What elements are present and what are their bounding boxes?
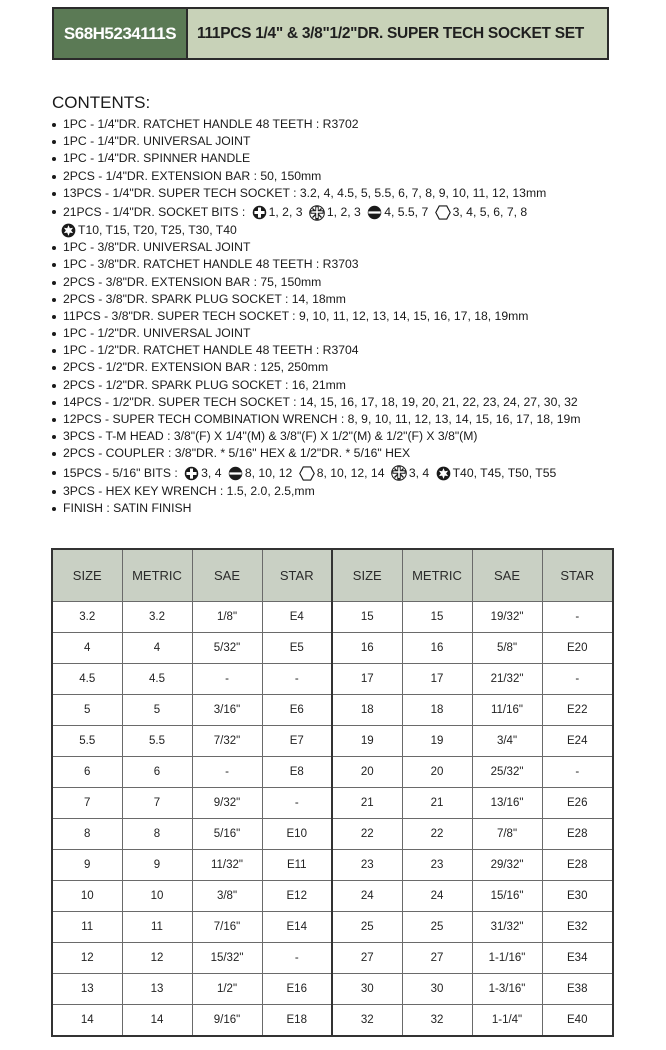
bullet bbox=[52, 263, 56, 267]
table-cell: 23 bbox=[402, 850, 472, 881]
table-cell: 30 bbox=[402, 974, 472, 1005]
table-cell: 30 bbox=[332, 974, 402, 1005]
table-cell: 10 bbox=[122, 881, 192, 912]
contents-heading: CONTENTS: bbox=[52, 93, 151, 112]
table-cell: 13 bbox=[52, 974, 122, 1005]
table-cell: 3/16" bbox=[192, 695, 262, 726]
table-cell: E38 bbox=[542, 974, 613, 1005]
list-item: 1PC - 1/2"DR. UNIVERSAL JOINT bbox=[52, 325, 662, 342]
list-item: 2PCS - COUPLER : 3/8"DR. * 5/16" HEX & 1/2"DR. * 5/16" HEX bbox=[52, 445, 662, 462]
list-item: 2PCS - 3/8"DR. EXTENSION BAR : 75, 150mm bbox=[52, 274, 662, 291]
table-row bbox=[52, 881, 613, 912]
bullet bbox=[52, 298, 56, 302]
list-item: 1PC - 1/4"DR. UNIVERSAL JOINT bbox=[52, 133, 662, 150]
table-cell: 15 bbox=[332, 602, 402, 633]
table-cell: 1-1/4" bbox=[472, 1005, 542, 1037]
table-cell: 21/32" bbox=[472, 664, 542, 695]
table-cell: 1/8" bbox=[192, 602, 262, 633]
table-cell: E20 bbox=[542, 633, 613, 664]
table-cell: E16 bbox=[262, 974, 332, 1005]
table-cell: 27 bbox=[402, 943, 472, 974]
table-cell: 5/32" bbox=[192, 633, 262, 664]
hex-icon bbox=[299, 466, 315, 481]
phillips-icon bbox=[184, 466, 199, 481]
table-cell: - bbox=[262, 943, 332, 974]
table-cell: 19/32" bbox=[472, 602, 542, 633]
table-row bbox=[52, 633, 613, 664]
table-cell: 4 bbox=[52, 633, 122, 664]
bullet bbox=[52, 332, 56, 336]
table-cell: E4 bbox=[262, 602, 332, 633]
table-cell: 15/32" bbox=[192, 943, 262, 974]
bullet bbox=[52, 210, 56, 214]
table-cell: 20 bbox=[332, 757, 402, 788]
table-cell: 13/16" bbox=[472, 788, 542, 819]
table-row bbox=[52, 788, 613, 819]
table-cell: 3.2 bbox=[122, 602, 192, 633]
table-row bbox=[52, 664, 613, 695]
column-header: STAR bbox=[542, 549, 613, 602]
table-cell: 3/8" bbox=[192, 881, 262, 912]
bullet bbox=[52, 384, 56, 388]
list-item: 2PCS - 1/2"DR. EXTENSION BAR : 125, 250mm bbox=[52, 359, 662, 376]
bullet bbox=[52, 123, 56, 127]
list-item-516-bits: 15PCS - 5/16" BITS : 3, 4 8, 10, 12 8, 10, 12, 14 3, 4 T40, T45, T50, T55 bbox=[52, 463, 662, 483]
table-cell: E28 bbox=[542, 850, 613, 881]
table-cell: 6 bbox=[52, 757, 122, 788]
table-body bbox=[52, 602, 613, 1037]
table-cell: 5/16" bbox=[192, 819, 262, 850]
table-row bbox=[52, 912, 613, 943]
table-cell: - bbox=[192, 757, 262, 788]
table-cell: 7 bbox=[52, 788, 122, 819]
table-cell: 21 bbox=[332, 788, 402, 819]
list-item: 1PC - 3/8"DR. UNIVERSAL JOINT bbox=[52, 239, 662, 256]
table-cell: 5.5 bbox=[52, 726, 122, 757]
table-cell: 8 bbox=[52, 819, 122, 850]
list-item: 1PC - 1/4"DR. RATCHET HANDLE 48 TEETH : R3702 bbox=[52, 116, 662, 133]
table-cell: 3.2 bbox=[52, 602, 122, 633]
table-cell: 6 bbox=[122, 757, 192, 788]
list-item: 3PCS - T-M HEAD : 3/8"(F) X 1/4"(M) & 3/8"(F) X 1/2"(M) & 1/2"(F) X 3/8"(M) bbox=[52, 428, 662, 445]
table-cell: 18 bbox=[332, 695, 402, 726]
column-header: METRIC bbox=[122, 549, 192, 602]
table-cell: 11/32" bbox=[192, 850, 262, 881]
bullet bbox=[52, 140, 56, 144]
table-cell: 13 bbox=[122, 974, 192, 1005]
table-cell: 9 bbox=[52, 850, 122, 881]
table-cell: - bbox=[542, 602, 613, 633]
list-item: 1PC - 1/4"DR. SPINNER HANDLE bbox=[52, 150, 662, 167]
table-cell: E14 bbox=[262, 912, 332, 943]
table-cell: 31/32" bbox=[472, 912, 542, 943]
table-cell: E32 bbox=[542, 912, 613, 943]
table-cell: 12 bbox=[52, 943, 122, 974]
table-cell: - bbox=[262, 788, 332, 819]
pozidriv-icon bbox=[309, 205, 325, 221]
table-cell: 25 bbox=[402, 912, 472, 943]
table-cell: 11/16" bbox=[472, 695, 542, 726]
bullet bbox=[52, 452, 56, 456]
table-cell: E18 bbox=[262, 1005, 332, 1037]
table-cell: 14 bbox=[122, 1005, 192, 1037]
table-cell: E6 bbox=[262, 695, 332, 726]
list-item-socket-bits: 21PCS - 1/4"DR. SOCKET BITS : 1, 2, 3 1, 2, 3 4, 5.5, 7 3, 4, 5, 6, 7, 8 bbox=[52, 202, 662, 222]
table-cell: 21 bbox=[402, 788, 472, 819]
pozidriv-icon bbox=[391, 465, 407, 481]
table-cell: E12 bbox=[262, 881, 332, 912]
bullet bbox=[52, 246, 56, 250]
table-cell: 10 bbox=[52, 881, 122, 912]
bullet bbox=[52, 366, 56, 370]
table-row bbox=[52, 1005, 613, 1037]
table-cell: 7/8" bbox=[472, 819, 542, 850]
table-cell: E5 bbox=[262, 633, 332, 664]
table-cell: 24 bbox=[332, 881, 402, 912]
bullet bbox=[52, 157, 56, 161]
table-cell: 27 bbox=[332, 943, 402, 974]
table-cell: 1/2" bbox=[192, 974, 262, 1005]
table-cell: 3/4" bbox=[472, 726, 542, 757]
table-cell: E10 bbox=[262, 819, 332, 850]
table-cell: 9 bbox=[122, 850, 192, 881]
table-cell: 25/32" bbox=[472, 757, 542, 788]
table-cell: 4.5 bbox=[122, 664, 192, 695]
hex-icon bbox=[435, 205, 451, 220]
table-row bbox=[52, 943, 613, 974]
table-cell: 5/8" bbox=[472, 633, 542, 664]
bullet bbox=[52, 471, 56, 475]
table-cell: 32 bbox=[332, 1005, 402, 1037]
bullet bbox=[52, 281, 56, 285]
column-header: SIZE bbox=[332, 549, 402, 602]
table-row bbox=[52, 819, 613, 850]
size-spec-table bbox=[51, 548, 614, 1037]
table-row bbox=[52, 695, 613, 726]
table-cell: - bbox=[542, 757, 613, 788]
table-cell: 11 bbox=[52, 912, 122, 943]
table-cell: - bbox=[542, 664, 613, 695]
table-cell: E34 bbox=[542, 943, 613, 974]
table-cell: 17 bbox=[402, 664, 472, 695]
table-cell: 22 bbox=[402, 819, 472, 850]
list-item: 12PCS - SUPER TECH COMBINATION WRENCH : 8, 9, 10, 11, 12, 13, 14, 15, 16, 17, 18, 19m bbox=[52, 411, 662, 428]
list-item-torx-bits: T10, T15, T20, T25, T30, T40 bbox=[52, 222, 662, 239]
table-cell: 14 bbox=[52, 1005, 122, 1037]
torx-icon bbox=[61, 223, 76, 238]
bullet bbox=[52, 315, 56, 319]
table-cell: E8 bbox=[262, 757, 332, 788]
table-cell: 24 bbox=[402, 881, 472, 912]
table-cell: E11 bbox=[262, 850, 332, 881]
table-cell: E7 bbox=[262, 726, 332, 757]
table-cell: 1-3/16" bbox=[472, 974, 542, 1005]
torx-icon bbox=[436, 466, 451, 481]
table-cell: 22 bbox=[332, 819, 402, 850]
table-cell: E40 bbox=[542, 1005, 613, 1037]
table-cell: 20 bbox=[402, 757, 472, 788]
table-row bbox=[52, 602, 613, 633]
bullet bbox=[52, 507, 56, 511]
table-cell: - bbox=[192, 664, 262, 695]
list-item: 3PCS - HEX KEY WRENCH : 1.5, 2.0, 2.5,mm bbox=[52, 483, 662, 500]
table-cell: 17 bbox=[332, 664, 402, 695]
table-cell: 15/16" bbox=[472, 881, 542, 912]
column-header: STAR bbox=[262, 549, 332, 602]
table-cell: 7 bbox=[122, 788, 192, 819]
column-header: SIZE bbox=[52, 549, 122, 602]
table-cell: 15 bbox=[402, 602, 472, 633]
table-cell: 5 bbox=[52, 695, 122, 726]
list-item: 2PCS - 1/2"DR. SPARK PLUG SOCKET : 16, 21mm bbox=[52, 377, 662, 394]
table-cell: E28 bbox=[542, 819, 613, 850]
table-cell: 25 bbox=[332, 912, 402, 943]
table-cell: 4 bbox=[122, 633, 192, 664]
table-cell: 5.5 bbox=[122, 726, 192, 757]
table-cell: 19 bbox=[402, 726, 472, 757]
table-cell: E26 bbox=[542, 788, 613, 819]
table-row bbox=[52, 726, 613, 757]
product-code: S68H5234111S bbox=[54, 9, 188, 58]
table-cell: 4.5 bbox=[52, 664, 122, 695]
table-cell: E22 bbox=[542, 695, 613, 726]
list-item: 11PCS - 3/8"DR. SUPER TECH SOCKET : 9, 10, 11, 12, 13, 14, 15, 16, 17, 18, 19mm bbox=[52, 308, 662, 325]
table-cell: 7/16" bbox=[192, 912, 262, 943]
list-item: 2PCS - 1/4"DR. EXTENSION BAR : 50, 150mm bbox=[52, 168, 662, 185]
table-cell: 16 bbox=[332, 633, 402, 664]
table-cell: 7/32" bbox=[192, 726, 262, 757]
list-item: 1PC - 3/8"DR. RATCHET HANDLE 48 TEETH : R3703 bbox=[52, 256, 662, 273]
table-cell: - bbox=[262, 664, 332, 695]
bullet bbox=[52, 490, 56, 494]
table-cell: 19 bbox=[332, 726, 402, 757]
list-item: FINISH : SATIN FINISH bbox=[52, 500, 662, 517]
table-cell: 5 bbox=[122, 695, 192, 726]
column-header: SAE bbox=[472, 549, 542, 602]
product-title: 111PCS 1/4" & 3/8"1/2"DR. SUPER TECH SOCKET SET bbox=[197, 24, 584, 42]
list-item: 1PC - 1/2"DR. RATCHET HANDLE 48 TEETH : R3704 bbox=[52, 342, 662, 359]
contents-list bbox=[52, 116, 662, 517]
column-header: SAE bbox=[192, 549, 262, 602]
table-cell: E24 bbox=[542, 726, 613, 757]
table-cell: 9/32" bbox=[192, 788, 262, 819]
table-row bbox=[52, 974, 613, 1005]
table-row bbox=[52, 757, 613, 788]
product-header bbox=[52, 7, 609, 60]
column-header: METRIC bbox=[402, 549, 472, 602]
table-cell: 18 bbox=[402, 695, 472, 726]
table-cell: 32 bbox=[402, 1005, 472, 1037]
table-cell: 16 bbox=[402, 633, 472, 664]
slotted-icon bbox=[367, 205, 382, 220]
slotted-icon bbox=[228, 466, 243, 481]
table-cell: 8 bbox=[122, 819, 192, 850]
table-cell: 23 bbox=[332, 850, 402, 881]
list-item: 14PCS - 1/2"DR. SUPER TECH SOCKET : 14, 15, 16, 17, 18, 19, 20, 21, 22, 23, 24, 27, 30, 32 bbox=[52, 394, 662, 411]
bullet bbox=[52, 435, 56, 439]
bullet bbox=[52, 175, 56, 179]
table-cell: 9/16" bbox=[192, 1005, 262, 1037]
table-cell: E30 bbox=[542, 881, 613, 912]
list-item: 13PCS - 1/4"DR. SUPER TECH SOCKET : 3.2, 4, 4.5, 5, 5.5, 6, 7, 8, 9, 10, 11, 12, 13mm bbox=[52, 185, 662, 202]
bullet bbox=[52, 401, 56, 405]
table-cell: 12 bbox=[122, 943, 192, 974]
phillips-icon bbox=[252, 205, 267, 220]
bullet bbox=[52, 349, 56, 353]
table-row bbox=[52, 850, 613, 881]
bullet bbox=[52, 192, 56, 196]
list-item: 2PCS - 3/8"DR. SPARK PLUG SOCKET : 14, 18mm bbox=[52, 291, 662, 308]
table-cell: 11 bbox=[122, 912, 192, 943]
table-header-row bbox=[52, 549, 613, 602]
bullet bbox=[52, 418, 56, 422]
table-cell: 1-1/16" bbox=[472, 943, 542, 974]
table-cell: 29/32" bbox=[472, 850, 542, 881]
